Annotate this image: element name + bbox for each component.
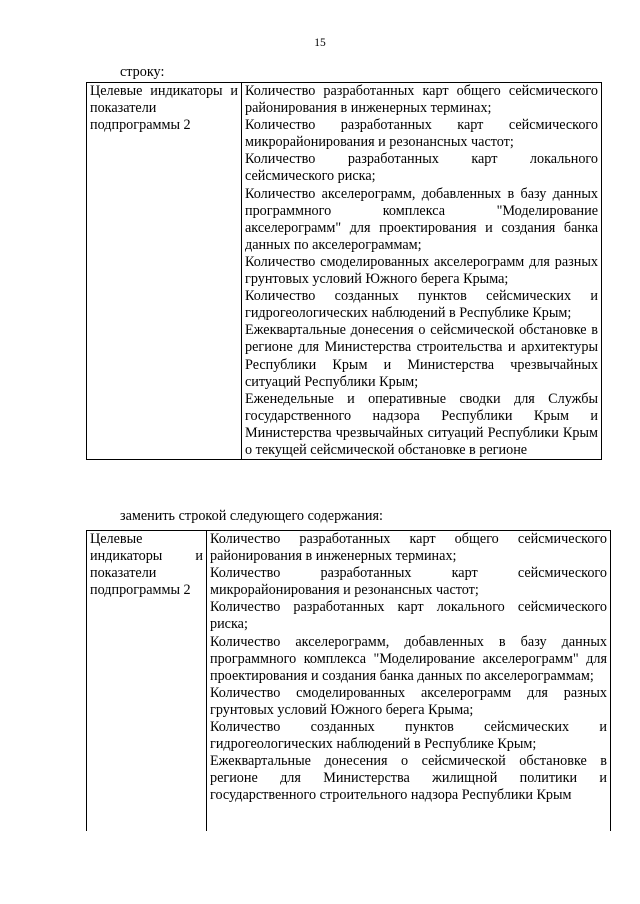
table-row [87, 531, 611, 832]
list-item: Количество разработанных карт сейсмического микрорайонирования и резонансных частот; [245, 117, 598, 151]
list-item: Количество смоделированных акселерограмм для разных грунтовых условий Южного берега Крыма; [245, 253, 598, 288]
list-item: Количество акселерограмм, добавленных в базу данных программного комплекса "Моделирование акселерограмм" для проектирования и создания банка данных по акселерограммам; [245, 185, 598, 253]
page-number: 15 [314, 37, 326, 49]
new-row-table [86, 530, 611, 831]
list-item: Количество смоделированных акселерограмм для разных грунтовых условий Южного берега Крыма; [210, 684, 607, 718]
indicators-content-cell [242, 83, 602, 460]
section1-lead: строку: [120, 64, 165, 80]
indicators-label-cell: Целевые индикаторы и показатели подпрограммы 2 [87, 83, 242, 460]
list-item: Количество созданных пунктов сейсмических и гидрогеологических наблюдений в Республике Крым; [210, 719, 607, 753]
list-item: Количество разработанных карт локального сейсмического риска; [210, 599, 607, 633]
list-item: Количество акселерограмм, добавленных в базу данных программного комплекса "Моделирование акселерограмм" для проектирования и создания банка данных по акселерограммам; [210, 633, 607, 684]
list-item: Количество разработанных карт общего сейсмического районирования в инженерных терминах; [245, 83, 598, 117]
indicators-label-cell: Целевые индикаторы и показатели подпрограммы 2 [87, 531, 207, 832]
list-item: Количество созданных пунктов сейсмических и гидрогеологических наблюдений в Республике Крым; [245, 288, 598, 322]
list-item: Ежеквартальные донесения о сейсмической обстановке в регионе для Министерства жилищной политики и государственного строительного надзора Республики Крым [210, 753, 607, 804]
list-item: Еженедельные и оперативные сводки для Службы государственного надзора Республики Крым и Министерства чрезвычайных ситуаций Республики Крым о текущей сейсмической обстановке в регионе [245, 390, 598, 458]
list-item: Количество разработанных карт сейсмического микрорайонирования и резонансных частот; [210, 565, 607, 599]
list-item: Ежеквартальные донесения о сейсмической обстановке в регионе для Министерства строительства и архитектуры Республики Крым и Министерства чрезвычайных ситуаций Республики Крым; [245, 322, 598, 390]
section2-lead: заменить строкой следующего содержания: [120, 508, 383, 524]
list-item: Количество разработанных карт локального сейсмического риска; [245, 151, 598, 185]
list-item: Количество разработанных карт общего сейсмического районирования в инженерных терминах; [210, 531, 607, 565]
table-row [87, 83, 602, 460]
old-row-table [86, 82, 602, 460]
indicators-content-cell [207, 531, 611, 832]
